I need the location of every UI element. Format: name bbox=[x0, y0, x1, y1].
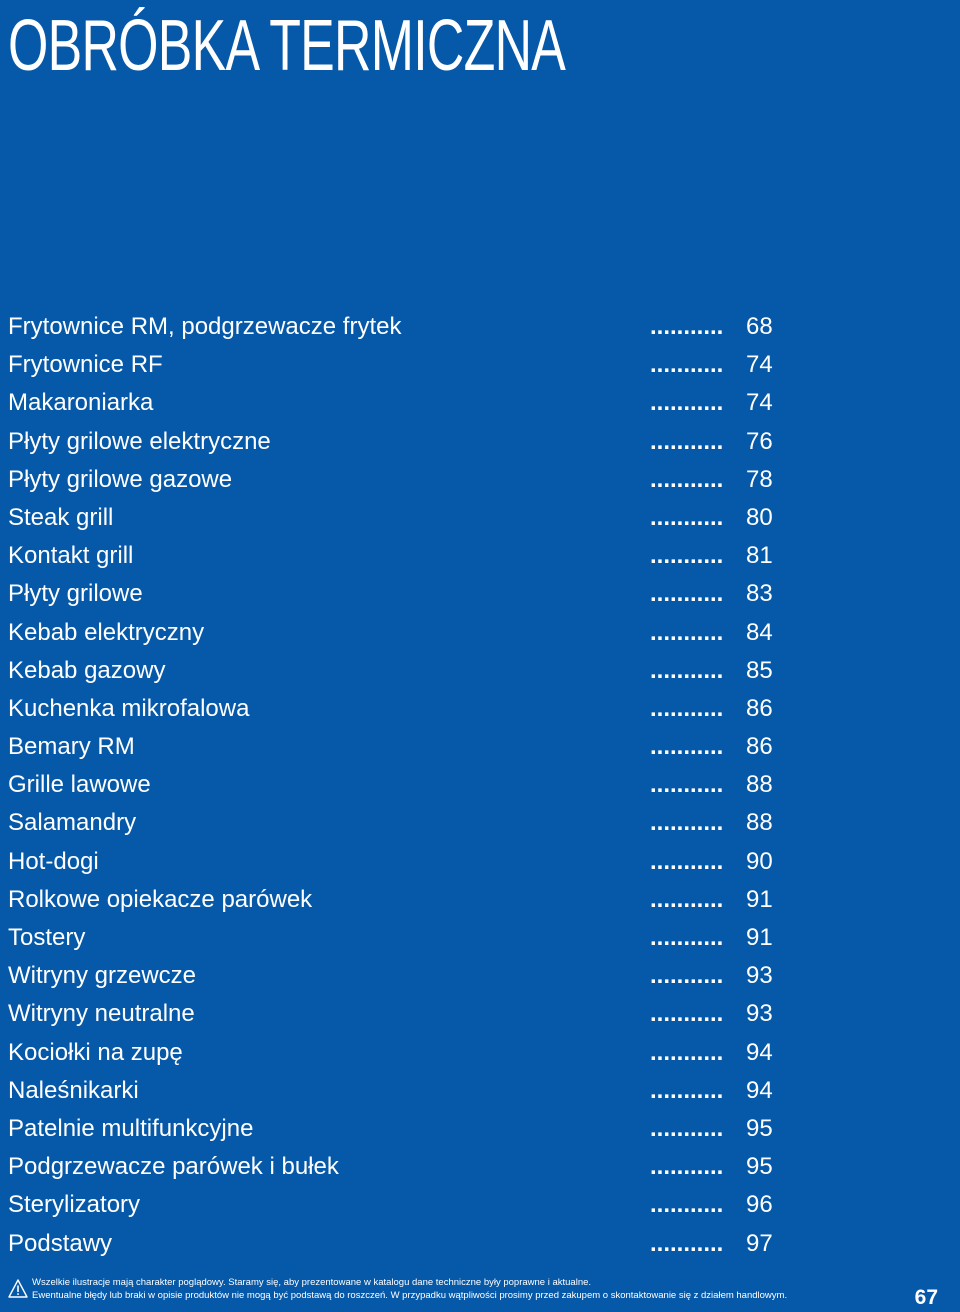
page-number: 67 bbox=[914, 1286, 938, 1309]
toc-leader: ........... bbox=[650, 1076, 724, 1104]
toc-row[interactable] bbox=[8, 919, 788, 957]
toc-page-number: 84 bbox=[746, 618, 773, 646]
toc-label: Frytownice RF bbox=[8, 351, 163, 379]
toc-label: Bemary RM bbox=[8, 733, 135, 761]
toc-label: Makaroniarka bbox=[8, 389, 154, 417]
toc-page-number: 91 bbox=[746, 885, 773, 913]
toc-label: Grille lawowe bbox=[8, 771, 151, 799]
toc-leader: ........... bbox=[650, 847, 724, 875]
toc-row[interactable] bbox=[8, 995, 788, 1033]
toc-row[interactable] bbox=[8, 1034, 788, 1072]
toc-page-number: 68 bbox=[746, 313, 773, 340]
toc-page-number: 94 bbox=[746, 1076, 773, 1104]
toc-page-number: 80 bbox=[746, 503, 773, 531]
toc-label: Tostery bbox=[8, 924, 86, 951]
toc-row[interactable] bbox=[8, 537, 788, 575]
table-of-contents bbox=[8, 308, 788, 1263]
toc-label: Patelnie multifunkcyjne bbox=[8, 1114, 254, 1142]
toc-row[interactable] bbox=[8, 1110, 788, 1148]
toc-row[interactable] bbox=[8, 652, 788, 690]
toc-leader: ........... bbox=[650, 694, 724, 722]
toc-row[interactable] bbox=[8, 614, 788, 652]
toc-page-number: 78 bbox=[746, 465, 773, 493]
toc-leader: ........... bbox=[650, 1114, 724, 1142]
toc-leader: ........... bbox=[650, 733, 724, 761]
toc-row[interactable] bbox=[8, 346, 788, 384]
warning-icon bbox=[8, 1279, 28, 1298]
toc-page-number: 90 bbox=[746, 847, 773, 875]
toc-page-number: 88 bbox=[746, 809, 773, 837]
disclaimer-line-2: Ewentualne błędy lub braki w opisie produktów nie mogą być podstawą do roszczeń. W przypadku wątpliwości prosimy przed zakupem o skontaktowanie się z działem handlowym. bbox=[32, 1290, 788, 1301]
toc-leader: ........... bbox=[650, 1000, 724, 1028]
toc-page-number: 95 bbox=[746, 1153, 773, 1181]
toc-page-number: 96 bbox=[746, 1191, 773, 1219]
disclaimer-line-1: Wszelkie ilustracje mają charakter poglądowy. Staramy się, aby prezentowane w katalogu dane techniczne były poprawne i aktualne. bbox=[32, 1277, 592, 1288]
toc-label: Naleśnikarki bbox=[8, 1076, 139, 1104]
toc-label: Frytownice RM, podgrzewacze frytek bbox=[8, 313, 402, 340]
toc-row[interactable] bbox=[8, 766, 788, 804]
toc-row[interactable] bbox=[8, 308, 788, 346]
toc-leader: ........... bbox=[650, 427, 724, 455]
toc-leader: ........... bbox=[650, 1229, 724, 1257]
toc-label: Hot-dogi bbox=[8, 847, 99, 875]
toc-leader: ........... bbox=[650, 542, 724, 570]
toc-leader: ........... bbox=[650, 503, 724, 531]
toc-leader: ........... bbox=[650, 389, 724, 417]
toc-row[interactable] bbox=[8, 423, 788, 461]
toc-page-number: 88 bbox=[746, 771, 773, 799]
toc-label: Kebab elektryczny bbox=[8, 618, 205, 646]
toc-page-number: 83 bbox=[746, 580, 773, 608]
toc-page-number: 91 bbox=[746, 924, 773, 951]
toc-row[interactable] bbox=[8, 499, 788, 537]
toc-label: Kebab gazowy bbox=[8, 656, 166, 684]
toc-row[interactable] bbox=[8, 1072, 788, 1110]
toc-page-number: 86 bbox=[746, 733, 773, 761]
toc-leader: ........... bbox=[650, 1038, 724, 1066]
toc-leader: ........... bbox=[650, 313, 724, 340]
toc-page-number: 81 bbox=[746, 542, 773, 570]
toc-leader: ........... bbox=[650, 1153, 724, 1181]
toc-leader: ........... bbox=[650, 656, 724, 684]
toc-page-number: 93 bbox=[746, 962, 773, 990]
toc-page-number: 85 bbox=[746, 656, 773, 684]
toc-row[interactable] bbox=[8, 461, 788, 499]
toc-label: Witryny neutralne bbox=[8, 1000, 195, 1028]
disclaimer-footer bbox=[0, 1272, 960, 1312]
toc-label: Płyty grilowe gazowe bbox=[8, 465, 233, 493]
toc-row[interactable] bbox=[8, 384, 788, 422]
toc-row[interactable] bbox=[8, 575, 788, 613]
toc-page-number: 97 bbox=[746, 1229, 773, 1257]
toc-row[interactable] bbox=[8, 690, 788, 728]
toc-label: Płyty grilowe bbox=[8, 580, 143, 608]
toc-page-number: 95 bbox=[746, 1114, 773, 1142]
toc-label: Kociołki na zupę bbox=[8, 1038, 183, 1066]
toc-label: Podgrzewacze parówek i bułek bbox=[8, 1153, 339, 1181]
toc-label: Witryny grzewcze bbox=[8, 962, 197, 990]
toc-label: Steak grill bbox=[8, 503, 114, 531]
toc-page-number: 74 bbox=[746, 351, 773, 379]
disclaimer-text bbox=[32, 1276, 787, 1302]
toc-page-number: 86 bbox=[746, 694, 773, 722]
toc-leader: ........... bbox=[650, 885, 724, 913]
toc-label: Płyty grilowe elektryczne bbox=[8, 427, 271, 455]
toc-row[interactable] bbox=[8, 1186, 788, 1224]
toc-row[interactable] bbox=[8, 957, 788, 995]
toc-row[interactable] bbox=[8, 843, 788, 881]
toc-leader: ........... bbox=[650, 924, 724, 951]
toc-leader: ........... bbox=[650, 351, 724, 379]
toc-label: Podstawy bbox=[8, 1229, 113, 1257]
toc-leader: ........... bbox=[650, 809, 724, 837]
toc-leader: ........... bbox=[650, 771, 724, 799]
toc-label: Kontakt grill bbox=[8, 542, 134, 570]
toc-label: Salamandry bbox=[8, 809, 137, 837]
toc-label: Kuchenka mikrofalowa bbox=[8, 694, 250, 722]
toc-page-number: 93 bbox=[746, 1000, 773, 1028]
toc-leader: ........... bbox=[650, 618, 724, 646]
toc-leader: ........... bbox=[650, 580, 724, 608]
toc-row[interactable] bbox=[8, 728, 788, 766]
toc-label: Rolkowe opiekacze parówek bbox=[8, 885, 313, 913]
toc-label: Sterylizatory bbox=[8, 1191, 141, 1219]
page-title: OBRÓBKA TERMICZNA bbox=[8, 6, 566, 86]
toc-page-number: 74 bbox=[746, 389, 773, 417]
toc-page-number: 94 bbox=[746, 1038, 773, 1066]
toc-leader: ........... bbox=[650, 465, 724, 493]
toc-leader: ........... bbox=[650, 962, 724, 990]
toc-row[interactable] bbox=[8, 804, 788, 842]
toc-row[interactable] bbox=[8, 1148, 788, 1186]
toc-row[interactable] bbox=[8, 1225, 788, 1263]
toc-row[interactable] bbox=[8, 881, 788, 919]
toc-page-number: 76 bbox=[746, 427, 773, 455]
toc-leader: ........... bbox=[650, 1191, 724, 1219]
